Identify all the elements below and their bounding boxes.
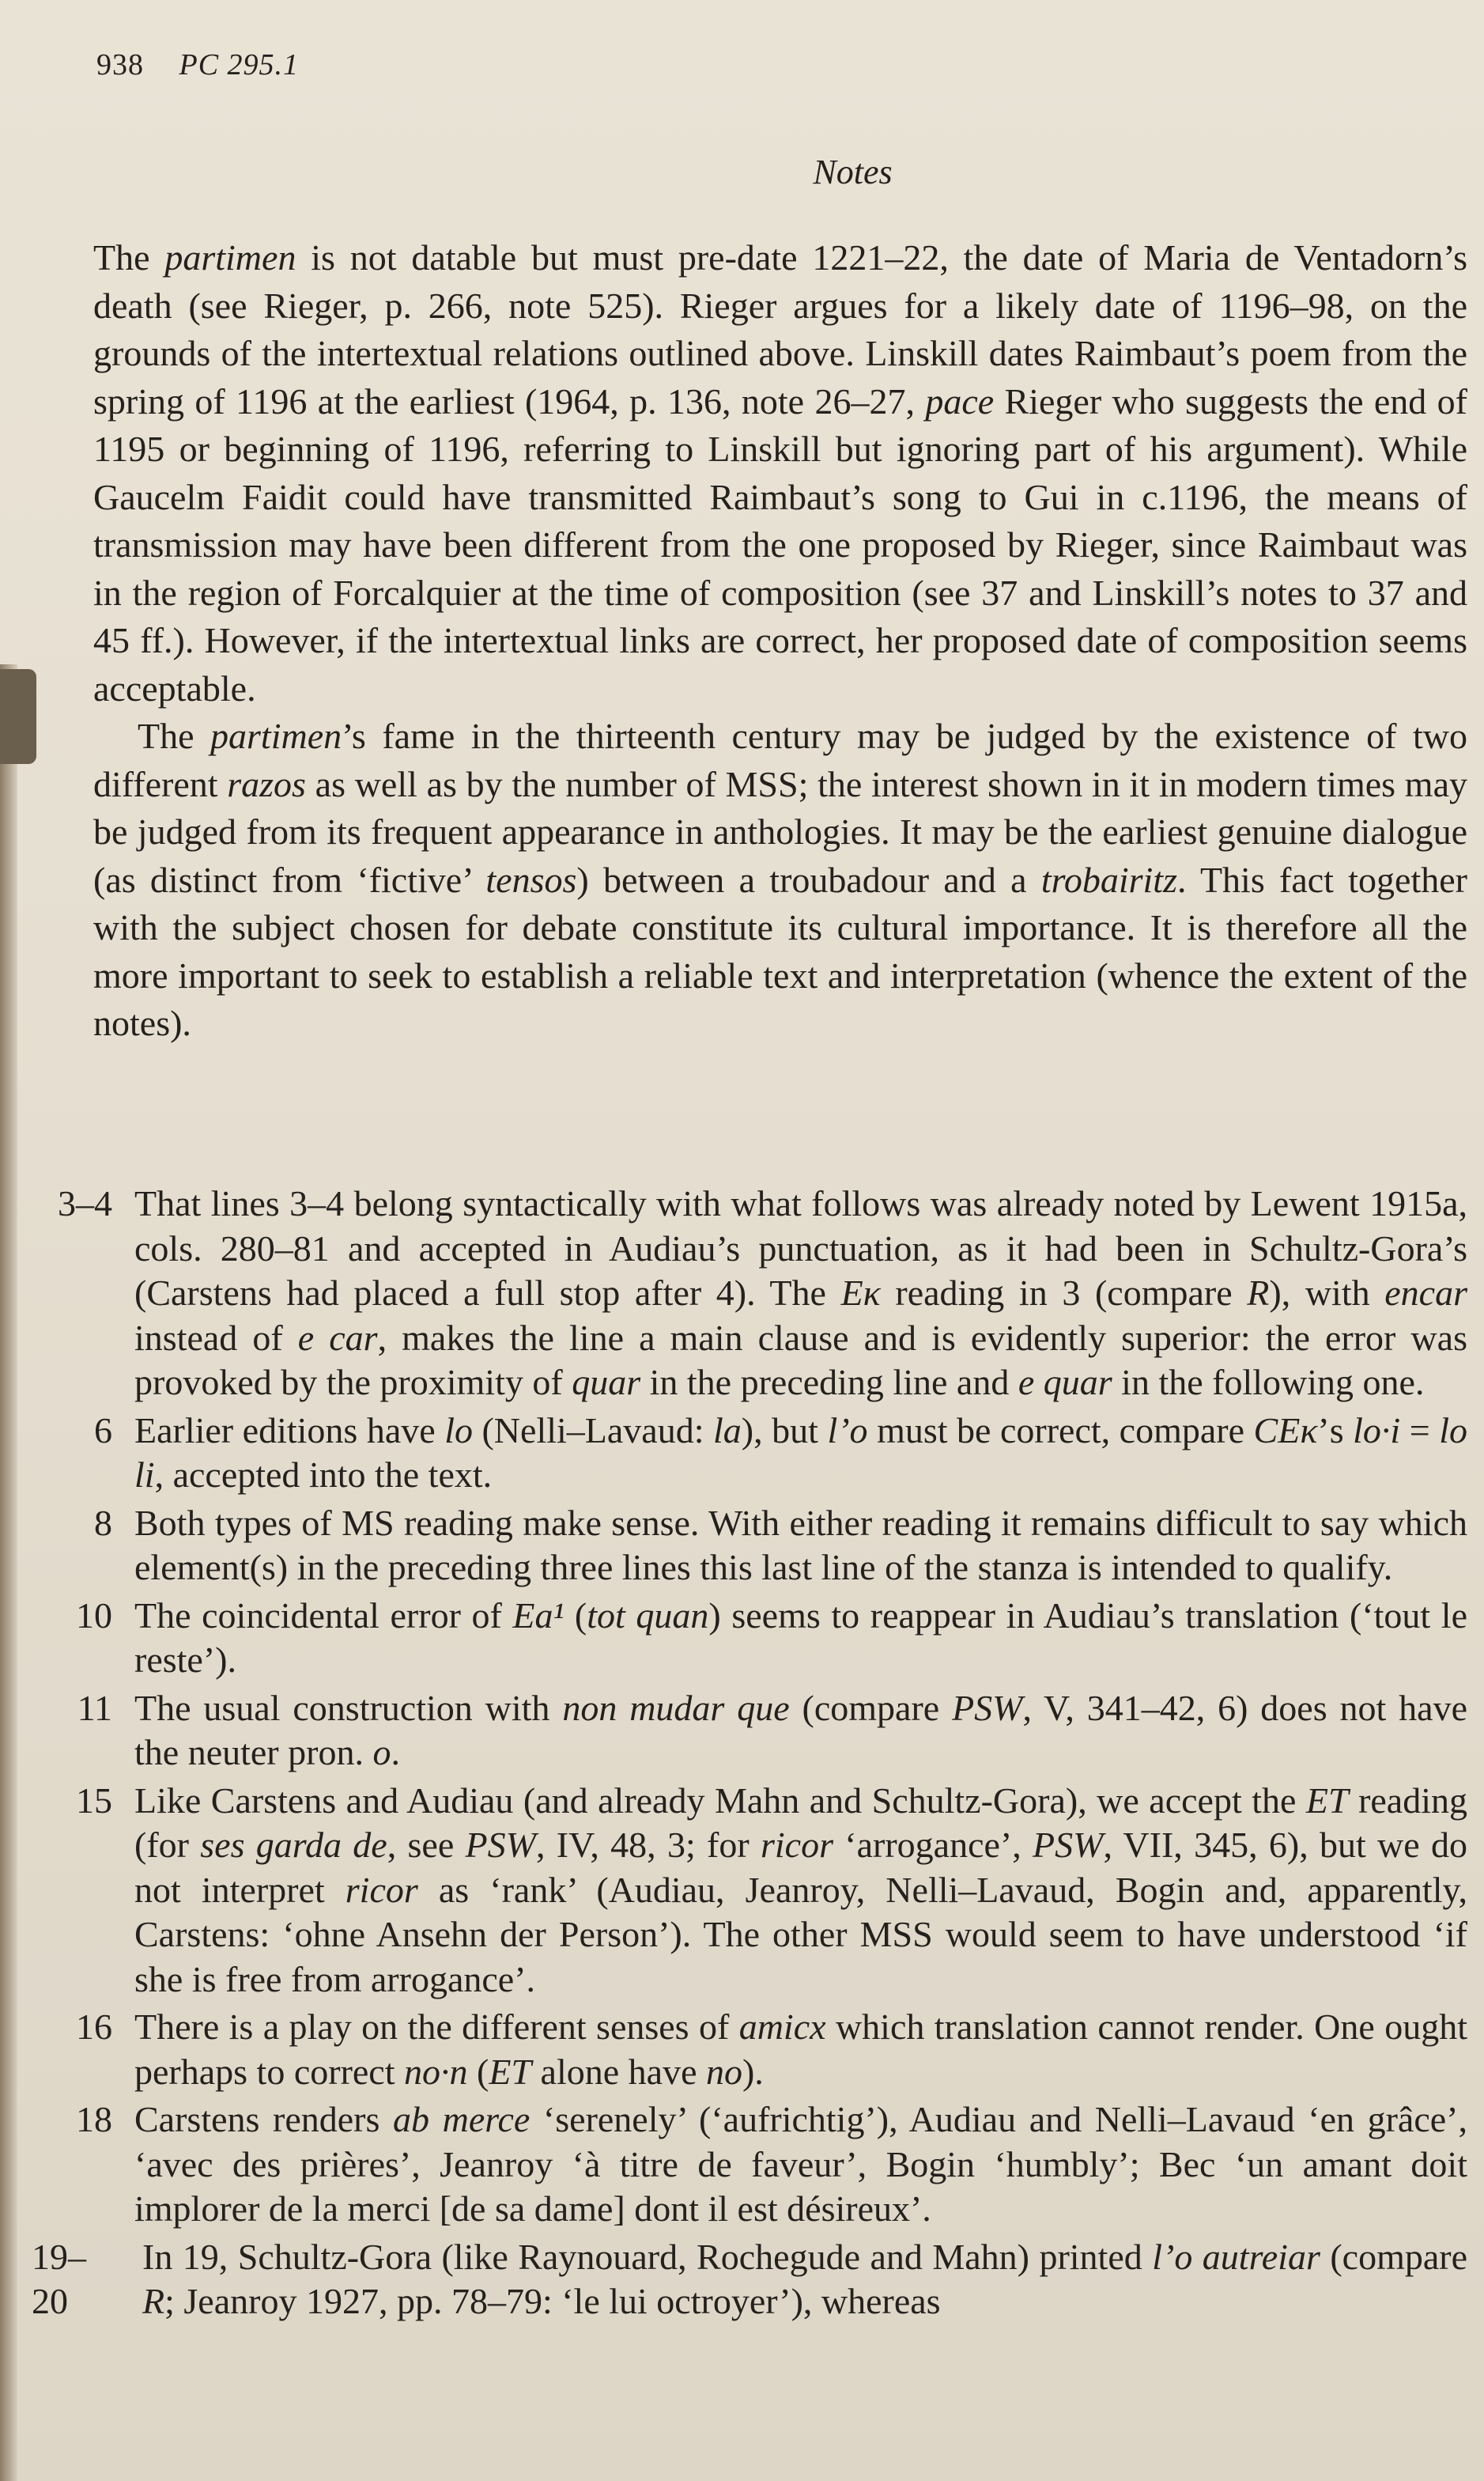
italic-term: PSW <box>952 1687 1023 1728</box>
italic-term: lo <box>444 1409 473 1450</box>
italic-term: la <box>713 1409 742 1450</box>
note-entry <box>24 2097 1467 2232</box>
italic-term: partimen <box>164 237 296 278</box>
italic-term: ET <box>489 2051 532 2092</box>
italic-term: CEκ <box>1253 1409 1318 1450</box>
note-text: Both types of MS reading make sense. With either reading it remains difficult to say which element(s) in the preceding three lines this last line of the stanza is intended to qualify. <box>134 1502 1467 1587</box>
intro-paragraph-2: The partimen’s fame in the thirteenth century may be judged by the existence of two different razos as well as by the number of MSS; the interest shown in it in modern times may be judged from its frequent appearance in anthologies. It may be the earliest genuine dialogue (as distinct from ‘fictive’ tensos) between a troubadour and a trobairitz. This fact together with the subject chosen for debate constitute its cultural importance. It is therefore all the more important to seek to establish a reliable text and interpretation (whence the extent of the notes). <box>93 716 1467 1043</box>
italic-term: l’o autreiar <box>1152 2236 1320 2277</box>
italic-term: non mudar que <box>562 1687 790 1728</box>
note-text: There is a play on the different senses of amicx which translation cannot render. One ought perhaps to correct no·n (ET alone have no). <box>134 2006 1467 2092</box>
italic-term: trobairitz <box>1040 859 1177 900</box>
italic-term: pace <box>925 380 995 422</box>
note-entry <box>24 1594 1467 1683</box>
italic-term: PSW <box>1033 1825 1104 1865</box>
note-line-number: 3–4 <box>58 1183 112 1223</box>
italic-term: e car <box>297 1317 378 1358</box>
line-notes <box>24 1182 1467 2328</box>
italic-term: no·n <box>404 2051 468 2092</box>
page-number: 938 <box>96 48 144 81</box>
note-text: The usual construction with non mudar que (compare PSW, V, 341–42, 6) does not have the neuter pron. o. <box>134 1687 1468 1772</box>
note-line-number: 11 <box>77 1687 112 1728</box>
note-entry <box>24 1779 1467 2003</box>
italic-term: partimen <box>210 716 342 756</box>
italic-term: Ea¹ <box>512 1594 565 1636</box>
note-entry <box>24 1501 1467 1590</box>
note-entry <box>24 1409 1467 1498</box>
page-binding-edge <box>0 664 17 2481</box>
italic-term: ricor <box>345 1869 418 1910</box>
intro-paragraph-1: The partimen is not datable but must pre-date 1221–22, the date of Maria de Ventadorn’s death (see Rieger, p. 266, note 525). Rieger argues for a likely date of 1196–98, on the grounds of the intertextual relations outlined above. Linskill dates Raimbaut’s poem from the spring of 1196 at the earliest (1964, p. 136, note 26–27, pace Rieger who suggests the end of 1195 or beginning of 1196, referring to Linskill but ignoring part of his argument). While Gaucelm Faidit could have transmitted Raimbaut’s song to Gui in c.1196, the means of transmission may have been different from the one proposed by Rieger, since Raimbaut was in the region of Forcalquier at the time of composition (see 37 and Linskill’s notes to 37 and 45 ff.). However, if the intertextual links are correct, her proposed date of composition seems acceptable. <box>93 237 1468 709</box>
italic-term: l’o <box>827 1409 868 1450</box>
note-line-number: 10 <box>76 1594 112 1636</box>
italic-term: PSW <box>465 1825 536 1865</box>
note-line-number: 19–20 <box>32 2236 86 2321</box>
italic-term: no <box>705 2051 742 2092</box>
intro-text <box>93 234 1467 1048</box>
note-line-number: 6 <box>94 1409 112 1450</box>
italic-term: tensos <box>485 859 577 900</box>
note-line-number: 15 <box>76 1779 112 1821</box>
section-title: Notes <box>813 153 893 191</box>
italic-term: R <box>142 2281 165 2321</box>
italic-term: R <box>1247 1273 1270 1313</box>
running-header <box>96 47 299 82</box>
note-text: In 19, Schultz-Gora (like Raynouard, Rochegude and Mahn) printed l’o autreiar (compare R; Jeanroy 1927, pp. 78–79: ‘le lui octroyer’), whereas <box>142 2236 1468 2321</box>
note-entry <box>24 2235 1467 2324</box>
note-text: That lines 3–4 belong syntactically with what follows was already noted by Lewent 1915a, cols. 280–81 and accepted in Audiau’s punctuation, as it had been in Schultz-Gora’s (Carstens had placed a full stop after 4). The Eκ reading in 3 (compare R), with encar instead of e car, makes the line a main clause and is evidently superior: the error was provoked by the proximity of quar in the preceding line and e quar in the following one. <box>134 1183 1467 1402</box>
italic-term: Eκ <box>840 1273 881 1313</box>
italic-term: o <box>372 1732 391 1772</box>
note-entry <box>24 2005 1467 2094</box>
poem-reference: PC 295.1 <box>179 48 300 81</box>
italic-term: razos <box>227 763 306 804</box>
italic-term: lo li <box>134 1409 1467 1495</box>
italic-term: ricor <box>760 1825 833 1865</box>
note-line-number: 18 <box>76 2099 112 2139</box>
note-line-number: 16 <box>76 2006 112 2047</box>
note-text: Earlier editions have lo (Nelli–Lavaud: la), but l’o must be correct, compare CEκ’s lo·i = lo li, accepted into the text. <box>134 1409 1467 1495</box>
note-entry <box>24 1182 1467 1405</box>
italic-term: ses garda de <box>200 1825 387 1865</box>
italic-term: e quar <box>1018 1362 1112 1402</box>
note-entry <box>24 1686 1467 1776</box>
note-text: Like Carstens and Audiau (and already Mahn and Schultz-Gora), we accept the ET reading (for ses garda de, see PSW, IV, 48, 3; for ricor ‘arrogance’, PSW, VII, 345, 6), but we do not interpret ricor as ‘rank’ (Audiau, Jeanroy, Nelli–Lavaud, Bogin and, apparently, Carstens: ‘ohne Ansehn der Person’). The other MSS would seem to have understood ‘if she is free from arrogance’. <box>134 1779 1468 1999</box>
italic-term: ET <box>1305 1779 1349 1821</box>
italic-term: tot quan <box>587 1594 709 1636</box>
note-line-number: 8 <box>94 1502 112 1543</box>
italic-term: ab merce <box>393 2099 531 2139</box>
italic-term: quar <box>572 1362 641 1402</box>
bookmark-tab <box>0 669 36 764</box>
note-text: Carstens renders ab merce ‘serenely’ (‘aufrichtig’), Audiau and Nelli–Lavaud ‘en grâce’, ‘avec des prières’, Jeanroy ‘à titre de faveur’, Bogin ‘humbly’; Bec ‘un amant doit implorer de la merci [de sa dame] dont il est désireux’. <box>134 2099 1467 2229</box>
italic-term: lo·i <box>1353 1409 1401 1450</box>
italic-term: amicx <box>738 2006 826 2047</box>
note-text: The coincidental error of Ea¹ (tot quan) seems to reappear in Audiau’s translation (‘tout le reste’). <box>134 1594 1468 1680</box>
italic-term: encar <box>1384 1273 1467 1313</box>
